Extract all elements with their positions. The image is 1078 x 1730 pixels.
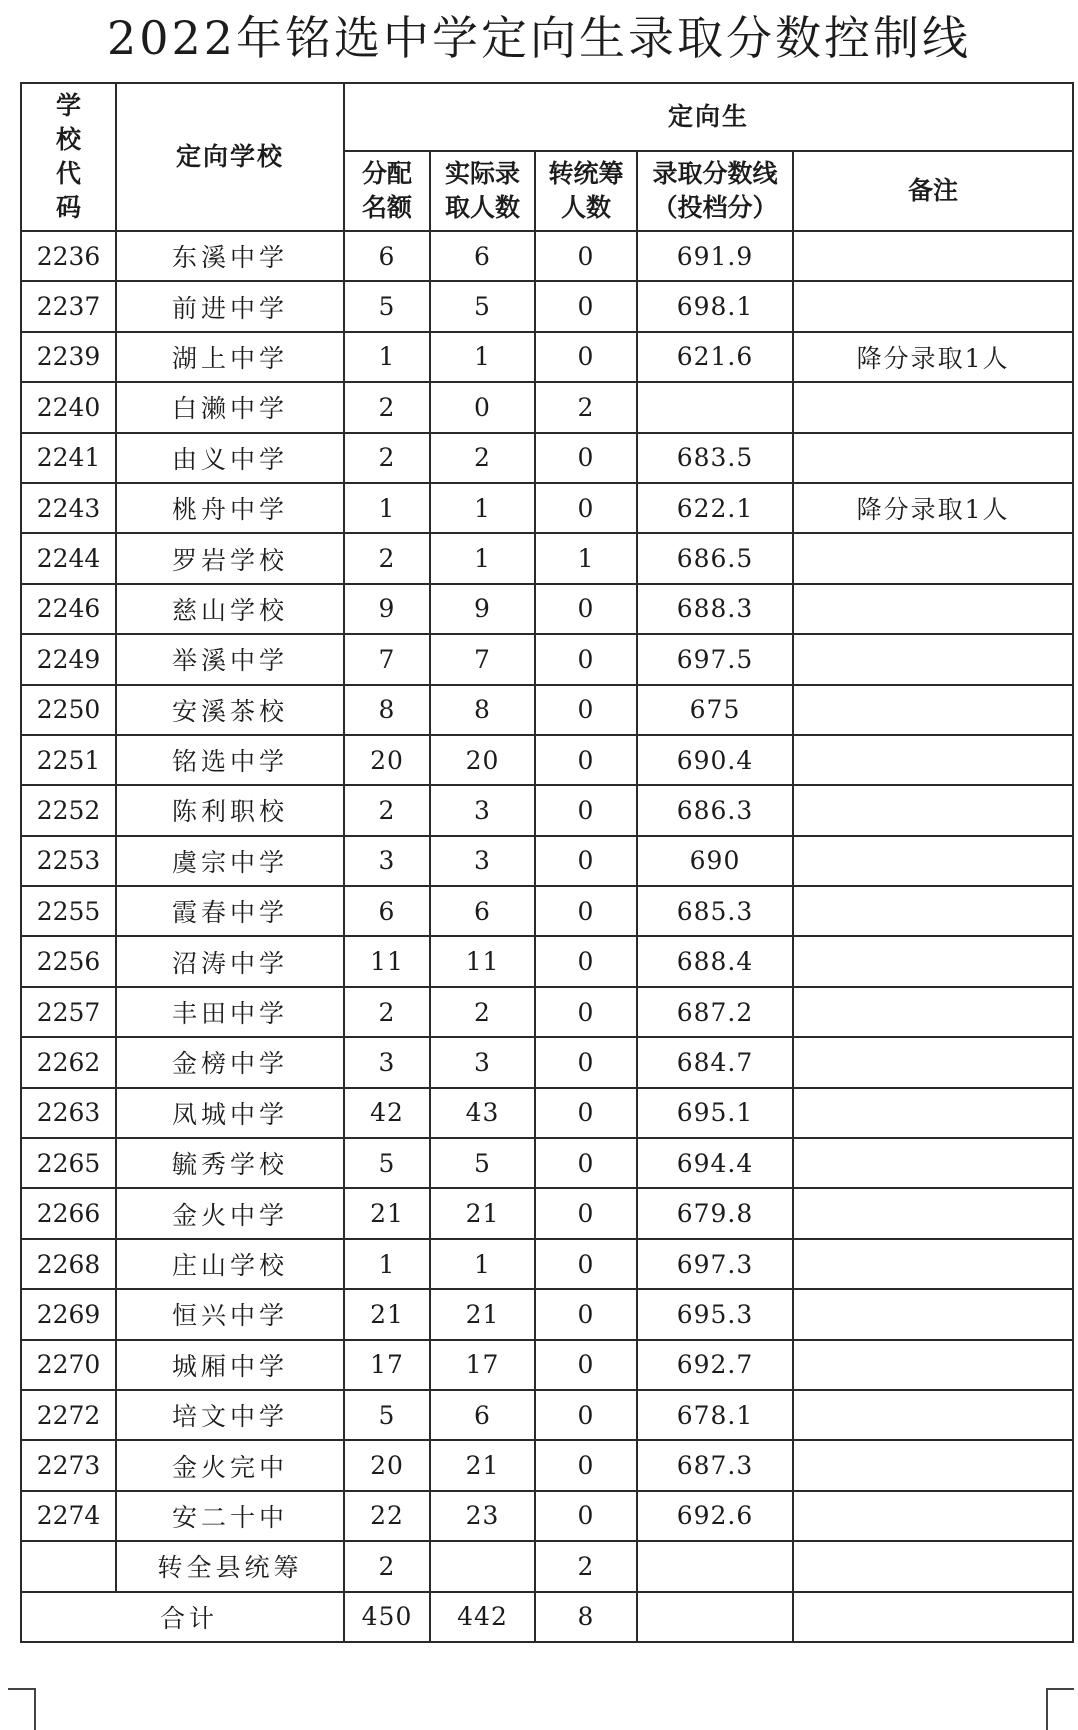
cell-allocated-quota: 2: [344, 1541, 430, 1591]
total-transfer: 8: [535, 1592, 637, 1642]
table-row: [21, 1188, 1073, 1238]
cell-actual-admitted: 43: [430, 1088, 535, 1138]
cell-actual-admitted: 6: [430, 1390, 535, 1440]
cell-actual-admitted: 3: [430, 1037, 535, 1087]
cell-allocated-quota: 42: [344, 1088, 430, 1138]
cell-score-line: 692.6: [637, 1491, 793, 1541]
cell-transfer-count: 0: [535, 1239, 637, 1289]
cell-transfer-count: 0: [535, 735, 637, 785]
cell-allocated-quota: 7: [344, 634, 430, 684]
cell-score-line: 685.3: [637, 886, 793, 936]
cell-remark: [793, 1138, 1073, 1188]
cell-school-code: 2252: [21, 785, 116, 835]
cell-remark: [793, 382, 1073, 432]
cell-school-name: 桃舟中学: [116, 483, 344, 533]
cell-school-name: 安二十中: [116, 1491, 344, 1541]
cell-transfer-count: 0: [535, 886, 637, 936]
cell-school-name: 铭选中学: [116, 735, 344, 785]
cell-school-code: 2250: [21, 685, 116, 735]
cell-transfer-count: 0: [535, 1390, 637, 1440]
table-row: [21, 382, 1073, 432]
cell-actual-admitted: 11: [430, 936, 535, 986]
cell-school-code: 2237: [21, 281, 116, 331]
header-transfer-count: 转统筹人数: [535, 151, 637, 231]
cell-school-code: 2241: [21, 433, 116, 483]
table-row: [21, 1088, 1073, 1138]
table-row: [21, 533, 1073, 583]
total-quota: 450: [344, 1592, 430, 1642]
cell-allocated-quota: 2: [344, 785, 430, 835]
cell-allocated-quota: 21: [344, 1289, 430, 1339]
cell-score-line: 686.3: [637, 785, 793, 835]
cell-school-name: 金榜中学: [116, 1037, 344, 1087]
cell-score-line: 697.5: [637, 634, 793, 684]
cell-actual-admitted: 2: [430, 987, 535, 1037]
cell-school-name: 举溪中学: [116, 634, 344, 684]
table-row: [21, 1289, 1073, 1339]
cell-transfer-count: 0: [535, 332, 637, 382]
cell-school-code: 2249: [21, 634, 116, 684]
cell-school-code: 2257: [21, 987, 116, 1037]
cell-remark: [793, 936, 1073, 986]
total-score: [637, 1592, 793, 1642]
table-row: [21, 685, 1073, 735]
cell-transfer-count: 0: [535, 836, 637, 886]
cell-transfer-count: 0: [535, 1037, 637, 1087]
cell-school-code: 2270: [21, 1340, 116, 1390]
cell-remark: [793, 1390, 1073, 1440]
cell-allocated-quota: 5: [344, 1138, 430, 1188]
cell-actual-admitted: 8: [430, 685, 535, 735]
cell-school-code: 2240: [21, 382, 116, 432]
table-row: [21, 785, 1073, 835]
cell-allocated-quota: 5: [344, 1390, 430, 1440]
cell-score-line: 694.4: [637, 1138, 793, 1188]
cell-remark: [793, 1541, 1073, 1591]
cell-transfer-count: 0: [535, 1188, 637, 1238]
cell-remark: [793, 836, 1073, 886]
cell-remark: [793, 1440, 1073, 1490]
cell-school-name: 罗岩学校: [116, 533, 344, 583]
table-row: [21, 936, 1073, 986]
cell-transfer-count: 0: [535, 1138, 637, 1188]
header-remarks: 备注: [793, 151, 1073, 231]
cell-allocated-quota: 1: [344, 332, 430, 382]
cell-actual-admitted: 2: [430, 433, 535, 483]
cell-allocated-quota: 2: [344, 433, 430, 483]
cell-actual-admitted: 3: [430, 785, 535, 835]
table-body: [21, 231, 1073, 1592]
cell-transfer-count: 0: [535, 1088, 637, 1138]
cell-school-code: 2268: [21, 1239, 116, 1289]
cell-actual-admitted: 5: [430, 281, 535, 331]
header-score-line: 录取分数线（投档分）: [637, 151, 793, 231]
header-allocated-quota: 分配名额: [344, 151, 430, 231]
cell-actual-admitted: [430, 1541, 535, 1591]
admission-score-table: [20, 82, 1074, 1643]
cell-school-name: 庄山学校: [116, 1239, 344, 1289]
cell-score-line: 691.9: [637, 231, 793, 281]
document-title: 2022年铭选中学定向生录取分数控制线: [106, 11, 972, 65]
table-row: [21, 231, 1073, 281]
cell-transfer-count: 0: [535, 433, 637, 483]
header-actual-admitted: 实际录取人数: [430, 151, 535, 231]
table-row: [21, 1541, 1073, 1591]
table-row: [21, 735, 1073, 785]
table-row: [21, 1491, 1073, 1541]
cell-score-line: 621.6: [637, 332, 793, 382]
cell-transfer-count: 0: [535, 634, 637, 684]
cell-score-line: 683.5: [637, 433, 793, 483]
cell-school-name: 安溪茶校: [116, 685, 344, 735]
cell-score-line: 679.8: [637, 1188, 793, 1238]
cell-score-line: 695.1: [637, 1088, 793, 1138]
cell-school-code: 2273: [21, 1440, 116, 1490]
cell-actual-admitted: 21: [430, 1188, 535, 1238]
cell-remark: [793, 433, 1073, 483]
cell-allocated-quota: 5: [344, 281, 430, 331]
cell-allocated-quota: 1: [344, 1239, 430, 1289]
cell-school-name: 沼涛中学: [116, 936, 344, 986]
cell-allocated-quota: 2: [344, 382, 430, 432]
cell-remark: [793, 231, 1073, 281]
cell-score-line: 684.7: [637, 1037, 793, 1087]
cell-actual-admitted: 20: [430, 735, 535, 785]
cell-score-line: [637, 1541, 793, 1591]
cell-allocated-quota: 6: [344, 231, 430, 281]
table-row: [21, 1340, 1073, 1390]
cell-remark: [793, 1239, 1073, 1289]
cell-school-name: 霞春中学: [116, 886, 344, 936]
cell-score-line: 695.3: [637, 1289, 793, 1339]
cell-score-line: 690: [637, 836, 793, 886]
cell-remark: [793, 584, 1073, 634]
cell-transfer-count: 0: [535, 281, 637, 331]
cell-transfer-count: 0: [535, 685, 637, 735]
cell-school-code: 2253: [21, 836, 116, 886]
table-row: [21, 1037, 1073, 1087]
cell-actual-admitted: 9: [430, 584, 535, 634]
table-row: [21, 1440, 1073, 1490]
cell-actual-admitted: 21: [430, 1289, 535, 1339]
cell-transfer-count: 1: [535, 533, 637, 583]
cell-school-name: 慈山学校: [116, 584, 344, 634]
cell-school-name: 凤城中学: [116, 1088, 344, 1138]
cell-transfer-count: 0: [535, 1440, 637, 1490]
cell-allocated-quota: 1: [344, 483, 430, 533]
cell-allocated-quota: 2: [344, 987, 430, 1037]
cell-transfer-count: 0: [535, 936, 637, 986]
cell-score-line: 698.1: [637, 281, 793, 331]
page-corner-mark-left: [8, 1688, 36, 1730]
cell-school-name: 由义中学: [116, 433, 344, 483]
cell-remark: [793, 1289, 1073, 1339]
cell-school-code: 2256: [21, 936, 116, 986]
cell-transfer-count: 2: [535, 1541, 637, 1591]
cell-school-code: 2239: [21, 332, 116, 382]
cell-actual-admitted: 23: [430, 1491, 535, 1541]
cell-remark: [793, 785, 1073, 835]
cell-actual-admitted: 7: [430, 634, 535, 684]
cell-score-line: 686.5: [637, 533, 793, 583]
cell-actual-admitted: 5: [430, 1138, 535, 1188]
cell-allocated-quota: 8: [344, 685, 430, 735]
cell-school-name: 城厢中学: [116, 1340, 344, 1390]
cell-score-line: 622.1: [637, 483, 793, 533]
cell-allocated-quota: 2: [344, 533, 430, 583]
cell-allocated-quota: 3: [344, 1037, 430, 1087]
table-row: [21, 1239, 1073, 1289]
cell-remark: [793, 1088, 1073, 1138]
cell-school-code: 2272: [21, 1390, 116, 1440]
cell-allocated-quota: 11: [344, 936, 430, 986]
cell-allocated-quota: 20: [344, 735, 430, 785]
cell-school-name: 丰田中学: [116, 987, 344, 1037]
cell-allocated-quota: 17: [344, 1340, 430, 1390]
cell-school-name: 虞宗中学: [116, 836, 344, 886]
cell-transfer-count: 0: [535, 231, 637, 281]
cell-school-code: [21, 1541, 116, 1591]
cell-allocated-quota: 9: [344, 584, 430, 634]
cell-school-code: 2236: [21, 231, 116, 281]
cell-actual-admitted: 1: [430, 332, 535, 382]
cell-score-line: 678.1: [637, 1390, 793, 1440]
cell-actual-admitted: 3: [430, 836, 535, 886]
cell-transfer-count: 0: [535, 584, 637, 634]
cell-score-line: 690.4: [637, 735, 793, 785]
cell-score-line: 697.3: [637, 1239, 793, 1289]
cell-remark: 降分录取1人: [793, 332, 1073, 382]
total-label: 合计: [21, 1592, 344, 1642]
cell-allocated-quota: 21: [344, 1188, 430, 1238]
cell-actual-admitted: 1: [430, 533, 535, 583]
header-group-targeted-students: 定向生: [344, 83, 1073, 151]
cell-actual-admitted: 1: [430, 483, 535, 533]
cell-score-line: 688.3: [637, 584, 793, 634]
cell-remark: 降分录取1人: [793, 483, 1073, 533]
cell-transfer-count: 0: [535, 1340, 637, 1390]
cell-school-name: 培文中学: [116, 1390, 344, 1440]
cell-actual-admitted: 17: [430, 1340, 535, 1390]
table-row: [21, 1138, 1073, 1188]
cell-actual-admitted: 0: [430, 382, 535, 432]
cell-transfer-count: 2: [535, 382, 637, 432]
cell-score-line: 675: [637, 685, 793, 735]
cell-school-code: 2255: [21, 886, 116, 936]
cell-transfer-count: 0: [535, 1491, 637, 1541]
cell-remark: [793, 886, 1073, 936]
cell-school-name: 白濑中学: [116, 382, 344, 432]
cell-allocated-quota: 20: [344, 1440, 430, 1490]
cell-school-name: 金火中学: [116, 1188, 344, 1238]
cell-remark: [793, 735, 1073, 785]
cell-remark: [793, 987, 1073, 1037]
cell-remark: [793, 1491, 1073, 1541]
table-row: [21, 433, 1073, 483]
cell-school-code: 2266: [21, 1188, 116, 1238]
cell-school-code: 2243: [21, 483, 116, 533]
page-corner-mark-right: [1046, 1688, 1074, 1730]
header-school-code: 学校代码: [21, 83, 116, 231]
cell-school-name: 毓秀学校: [116, 1138, 344, 1188]
cell-remark: [793, 1037, 1073, 1087]
table-row: [21, 634, 1073, 684]
table-row: [21, 332, 1073, 382]
cell-remark: [793, 1340, 1073, 1390]
cell-transfer-count: 0: [535, 483, 637, 533]
table-row: [21, 281, 1073, 331]
cell-school-code: 2265: [21, 1138, 116, 1188]
cell-score-line: 687.2: [637, 987, 793, 1037]
cell-score-line: [637, 382, 793, 432]
total-row: [21, 1592, 1073, 1642]
cell-allocated-quota: 3: [344, 836, 430, 886]
cell-remark: [793, 634, 1073, 684]
cell-school-code: 2262: [21, 1037, 116, 1087]
cell-score-line: 692.7: [637, 1340, 793, 1390]
cell-school-code: 2274: [21, 1491, 116, 1541]
total-admitted: 442: [430, 1592, 535, 1642]
cell-school-name: 金火完中: [116, 1440, 344, 1490]
table-row: [21, 584, 1073, 634]
cell-school-name: 恒兴中学: [116, 1289, 344, 1339]
cell-actual-admitted: 1: [430, 1239, 535, 1289]
cell-actual-admitted: 21: [430, 1440, 535, 1490]
table-row: [21, 483, 1073, 533]
header-target-school: 定向学校: [116, 83, 344, 231]
cell-actual-admitted: 6: [430, 886, 535, 936]
cell-transfer-count: 0: [535, 1289, 637, 1339]
cell-remark: [793, 533, 1073, 583]
cell-score-line: 687.3: [637, 1440, 793, 1490]
cell-school-name: 前进中学: [116, 281, 344, 331]
cell-school-code: 2244: [21, 533, 116, 583]
total-note: [793, 1592, 1073, 1642]
cell-school-name: 转全县统筹: [116, 1541, 344, 1591]
cell-transfer-count: 0: [535, 785, 637, 835]
cell-transfer-count: 0: [535, 987, 637, 1037]
cell-allocated-quota: 22: [344, 1491, 430, 1541]
table-row: [21, 836, 1073, 886]
cell-allocated-quota: 6: [344, 886, 430, 936]
cell-remark: [793, 1188, 1073, 1238]
cell-school-name: 湖上中学: [116, 332, 344, 382]
table-row: [21, 1390, 1073, 1440]
table-row: [21, 886, 1073, 936]
cell-remark: [793, 685, 1073, 735]
cell-score-line: 688.4: [637, 936, 793, 986]
cell-school-name: 东溪中学: [116, 231, 344, 281]
cell-actual-admitted: 6: [430, 231, 535, 281]
cell-school-code: 2246: [21, 584, 116, 634]
cell-remark: [793, 281, 1073, 331]
table-row: [21, 987, 1073, 1037]
cell-school-code: 2251: [21, 735, 116, 785]
cell-school-code: 2269: [21, 1289, 116, 1339]
cell-school-code: 2263: [21, 1088, 116, 1138]
cell-school-name: 陈利职校: [116, 785, 344, 835]
